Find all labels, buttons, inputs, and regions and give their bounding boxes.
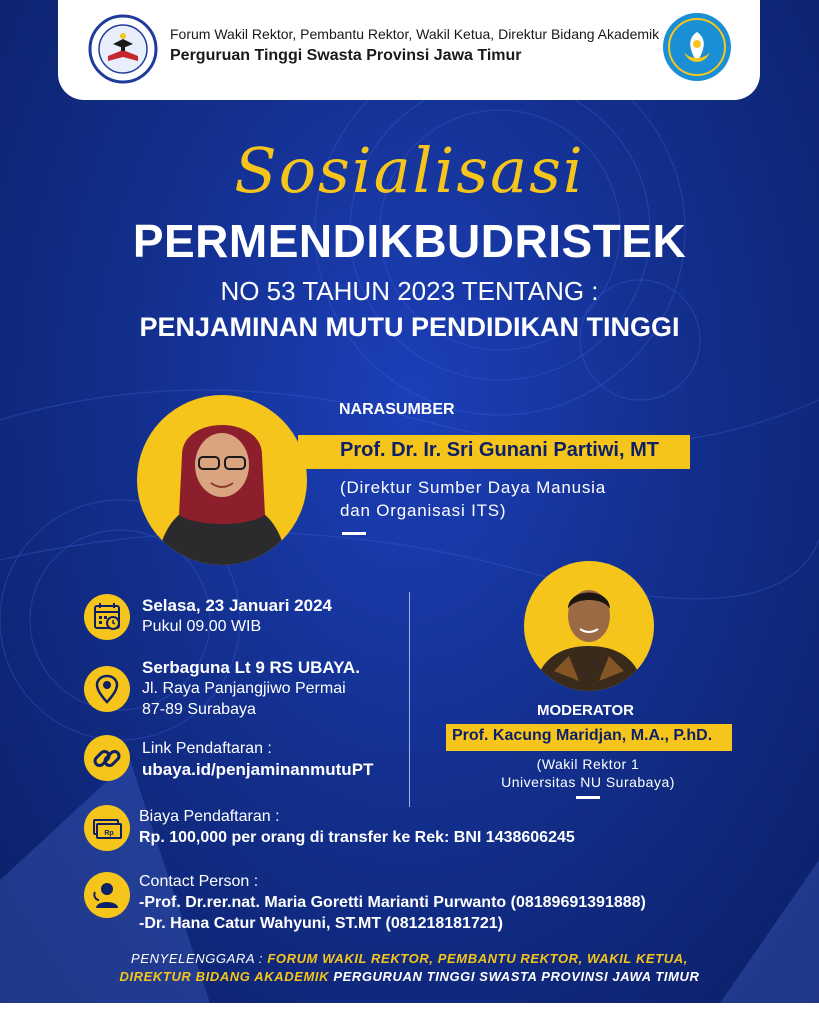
moderator-label: MODERATOR — [537, 702, 634, 719]
money-icon — [84, 805, 130, 851]
registration-fee-text: Rp. 100,000 per orang di transfer ke Rek: BNI 1438606245 — [139, 829, 575, 846]
registration-link — [142, 738, 373, 780]
script-title: Sosialisasi — [234, 134, 585, 207]
speaker-label: NARASUMBER — [339, 401, 455, 418]
speaker-photo — [137, 395, 307, 565]
vertical-divider — [409, 592, 410, 807]
speaker-name: Prof. Dr. Ir. Sri Gunani Partiwi, MT — [340, 439, 659, 461]
main-title: PERMENDIKBUDRISTEK — [132, 215, 687, 267]
registration-link-label: Link Pendaftaran : — [142, 740, 272, 757]
event-date: Selasa, 23 Januari 2024 — [142, 596, 332, 615]
header-province-line: Perguruan Tinggi Swasta Provinsi Jawa Timur — [170, 47, 522, 64]
speaker-role-line2: dan Organisasi ITS) — [340, 501, 507, 520]
header-organization-line: Forum Wakil Rektor, Pembantu Rektor, Wakil Ketua, Direktur Bidang Akademik — [170, 26, 660, 42]
organizer-footer-line2: DIREKTUR BIDANG AKADEMIK PERGURUAN TINGGI SWASTA PROVINSI JAWA TIMUR — [119, 969, 700, 984]
organizer-footer — [0, 950, 819, 986]
forum-logo — [88, 14, 158, 84]
location-pin-icon — [84, 666, 130, 712]
event-address-line2: 87-89 Surabaya — [142, 701, 256, 718]
subtitle-regulation: NO 53 TAHUN 2023 TENTANG : — [220, 276, 599, 306]
calendar-icon — [84, 594, 130, 640]
speaker-role-line1: (Direktur Sumber Daya Manusia — [340, 478, 607, 497]
organizer-footer-line1: PENYELENGGARA : FORUM WAKIL REKTOR, PEMBANTU REKTOR, WAKIL KETUA, — [131, 951, 688, 966]
subtitle-topic: PENJAMINAN MUTU PENDIDIKAN TINGGI — [139, 312, 680, 342]
moderator-role — [470, 755, 706, 791]
event-address-line1: Jl. Raya Panjangjiwo Permai — [142, 680, 346, 697]
contact-2: -Dr. Hana Catur Wahyuni, ST.MT (081218181721) — [139, 915, 503, 932]
event-location — [142, 657, 360, 720]
speaker-divider — [342, 532, 366, 535]
contact-label: Contact Person : — [139, 873, 259, 890]
moderator-name: Prof. Kacung Maridjan, M.A., P.hD. — [452, 727, 713, 744]
registration-fee — [139, 806, 575, 848]
header-card — [58, 0, 760, 100]
speaker-role — [340, 476, 606, 522]
contact-person-icon — [84, 872, 130, 918]
contact-person — [139, 871, 646, 934]
event-time: Pukul 09.00 WIB — [142, 618, 262, 635]
moderator-role-line1: (Wakil Rektor 1 — [536, 756, 640, 772]
link-icon — [84, 735, 130, 781]
registration-link-url[interactable]: ubaya.id/penjaminanmutuPT — [142, 760, 374, 779]
event-datetime — [142, 595, 332, 637]
event-venue: Serbaguna Lt 9 RS UBAYA. — [142, 658, 360, 677]
money-icon-text: Rp — [104, 830, 114, 837]
contact-1: -Prof. Dr.rer.nat. Maria Goretti Marianti Purwanto (08189691391888) — [139, 894, 646, 911]
moderator-divider — [576, 796, 600, 799]
registration-fee-label: Biaya Pendaftaran : — [139, 808, 280, 825]
moderator-role-line2: Universitas NU Surabaya) — [501, 774, 675, 790]
tut-wuri-handayani-logo — [662, 12, 732, 82]
moderator-photo — [524, 561, 654, 691]
